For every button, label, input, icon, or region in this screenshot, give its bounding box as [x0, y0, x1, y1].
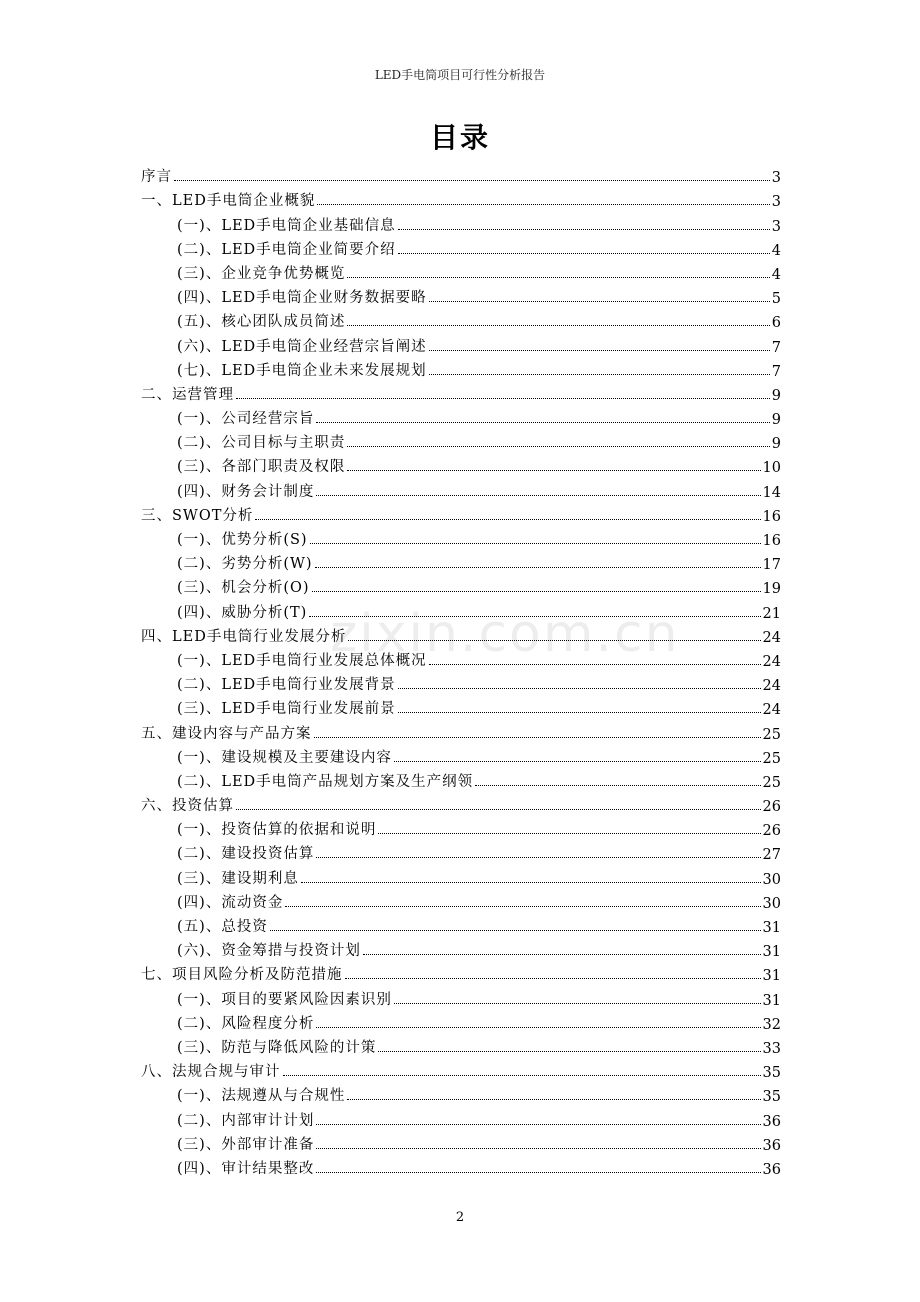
toc-leader-dots: [347, 1099, 760, 1100]
toc-entry-label: 六、投资估算: [141, 798, 234, 815]
toc-entry-page: 5: [771, 291, 781, 308]
toc-entry-label: (一)、建设规模及主要建设内容: [177, 749, 392, 766]
toc-entry-label: (一)、LED手电筒企业基础信息: [177, 217, 396, 234]
toc-entry-label: (三)、外部审计准备: [177, 1136, 315, 1153]
toc-leader-dots: [394, 1003, 761, 1004]
toc-entry[interactable]: [141, 283, 781, 307]
toc-entry-page: 17: [762, 557, 781, 574]
toc-entry-label: (五)、总投资: [177, 919, 268, 935]
toc-leader-dots: [236, 398, 770, 399]
toc-entry-label: 一、LED手电筒企业概貌: [141, 193, 316, 210]
toc-entry-page: 24: [762, 702, 781, 719]
toc-entry[interactable]: [141, 767, 781, 791]
toc-leader-dots: [398, 688, 761, 689]
toc-entry-page: 32: [762, 1016, 781, 1033]
toc-entry[interactable]: [141, 888, 781, 912]
toc-leader-dots: [285, 906, 760, 907]
toc-entry[interactable]: [141, 452, 781, 476]
toc-leader-dots: [270, 930, 761, 931]
toc-entry-label: (一)、法规遵从与合规性: [177, 1088, 346, 1105]
toc-entry-label: (四)、财务会计制度: [177, 483, 315, 500]
toc-leader-dots: [429, 350, 770, 351]
toc-leader-dots: [348, 640, 760, 641]
toc-entry-label: (三)、企业竞争优势概览: [177, 265, 346, 282]
toc-entry-page: 24: [762, 653, 781, 670]
toc-entry-page: 36: [762, 1113, 781, 1130]
toc-entry-label: (一)、项目的要紧风险因素识别: [177, 991, 392, 1008]
toc-entry[interactable]: [141, 549, 781, 573]
toc-entry[interactable]: [141, 815, 781, 839]
toc-entry[interactable]: [141, 718, 781, 742]
toc-leader-dots: [316, 422, 769, 423]
toc-entry-label: (一)、公司经营宗旨: [177, 411, 315, 428]
toc-entry-label: (四)、威胁分析(T): [177, 604, 308, 621]
toc-entry[interactable]: [141, 1105, 781, 1129]
toc-entry-page: 31: [762, 992, 781, 1009]
toc-entry-label: (三)、各部门职责及权限: [177, 459, 346, 476]
toc-leader-dots: [347, 470, 760, 471]
toc-entry[interactable]: [141, 839, 781, 863]
toc-leader-dots: [301, 882, 761, 883]
toc-entry-label: 二、运营管理: [141, 386, 234, 403]
toc-leader-dots: [429, 664, 761, 665]
toc-leader-dots: [316, 495, 760, 496]
toc-leader-dots: [378, 1051, 760, 1052]
toc-entry[interactable]: [141, 743, 781, 767]
toc-entry-label: (二)、风险程度分析: [177, 1015, 315, 1032]
toc-leader-dots: [314, 737, 761, 738]
toc-entry-label: (三)、LED手电筒行业发展前景: [177, 701, 396, 718]
toc-leader-dots: [317, 204, 769, 205]
toc-leader-dots: [429, 374, 770, 375]
toc-entry[interactable]: [141, 476, 781, 500]
toc-entry[interactable]: [141, 525, 781, 549]
toc-entry[interactable]: [141, 1081, 781, 1105]
toc-leader-dots: [316, 857, 760, 858]
toc-leader-dots: [283, 1075, 761, 1076]
toc-leader-dots: [316, 1124, 760, 1125]
toc-entry-label: (一)、优势分析(S): [177, 532, 308, 548]
toc-entry-page: 36: [762, 1137, 781, 1154]
toc-leader-dots: [236, 809, 761, 810]
toc-entry-label: (四)、审计结果整改: [177, 1160, 315, 1177]
toc-entry-label: (五)、核心团队成员简述: [177, 314, 346, 331]
toc-entry-page: 30: [762, 895, 781, 912]
toc-entry[interactable]: [141, 404, 781, 428]
toc-entry[interactable]: [141, 501, 781, 525]
toc-entry[interactable]: [141, 1009, 781, 1033]
toc-entry[interactable]: [141, 863, 781, 887]
toc-entry[interactable]: [141, 912, 781, 936]
toc-entry-page: 24: [762, 629, 781, 646]
toc-entry[interactable]: [141, 670, 781, 694]
toc-entry-page: 19: [762, 581, 781, 598]
toc-entry-page: 3: [771, 218, 781, 235]
toc-entry-page: 36: [762, 1161, 781, 1178]
toc-entry[interactable]: [141, 597, 781, 621]
toc-entry[interactable]: [141, 259, 781, 283]
toc-title: 目录: [429, 121, 490, 154]
toc-entry[interactable]: [141, 428, 781, 452]
toc-entry[interactable]: [141, 162, 781, 186]
toc-entry[interactable]: [141, 573, 781, 597]
toc-entry-label: (六)、资金筹措与投资计划: [177, 943, 361, 960]
toc-entry-label: 七、项目风险分析及防范措施: [141, 967, 343, 984]
toc-leader-dots: [316, 1027, 760, 1028]
toc-entry-page: 25: [762, 750, 781, 767]
toc-entry-page: 10: [762, 460, 781, 477]
toc-leader-dots: [398, 712, 761, 713]
toc-entry-page: 30: [762, 871, 781, 888]
toc-entry-page: 9: [771, 412, 781, 429]
toc-entry-page: 3: [771, 170, 781, 187]
toc-entry[interactable]: [141, 380, 781, 404]
toc-entry[interactable]: [141, 235, 781, 259]
toc-entry-label: (一)、投资估算的依据和说明: [177, 822, 377, 839]
toc-entry-label: 五、建设内容与产品方案: [141, 725, 312, 742]
toc-entry[interactable]: [141, 622, 781, 646]
toc-entry-label: (七)、LED手电筒企业未来发展规划: [177, 362, 427, 379]
toc-leader-dots: [475, 785, 760, 786]
toc-entry[interactable]: [141, 1154, 781, 1178]
page-number: 2: [455, 1210, 465, 1225]
toc-leader-dots: [309, 616, 760, 617]
toc-entry[interactable]: [141, 307, 781, 331]
toc-entry-page: 27: [762, 847, 781, 864]
toc-entry-label: (三)、机会分析(O): [177, 580, 310, 597]
table-of-contents: [141, 162, 781, 1178]
toc-entry-page: 16: [762, 533, 781, 549]
toc-entry-label: 序言: [141, 169, 172, 186]
toc-entry-page: 25: [762, 774, 781, 791]
toc-leader-dots: [315, 567, 761, 568]
toc-entry-label: (六)、LED手电筒企业经营宗旨阐述: [177, 338, 427, 355]
toc-leader-dots: [174, 180, 770, 181]
toc-entry-label: (二)、劣势分析(W): [177, 556, 313, 573]
toc-entry-page: 35: [762, 1089, 781, 1106]
toc-leader-dots: [398, 253, 770, 254]
toc-entry-page: 31: [762, 944, 781, 961]
toc-entry[interactable]: [141, 356, 781, 380]
toc-entry-label: (二)、LED手电筒产品规划方案及生产纲领: [177, 773, 474, 790]
toc-leader-dots: [347, 325, 769, 326]
toc-leader-dots: [255, 519, 760, 520]
toc-leader-dots: [347, 446, 769, 447]
toc-leader-dots: [312, 591, 761, 592]
running-header: LED手电筒项目可行性分析报告: [374, 68, 546, 82]
toc-entry[interactable]: [141, 1033, 781, 1057]
toc-entry[interactable]: [141, 694, 781, 718]
toc-entry-page: 31: [762, 920, 781, 936]
toc-entry-page: 4: [771, 242, 781, 259]
toc-entry[interactable]: [141, 960, 781, 984]
toc-leader-dots: [398, 229, 770, 230]
toc-leader-dots: [394, 761, 761, 762]
toc-entry-page: 14: [762, 484, 781, 501]
toc-entry-label: (四)、LED手电筒企业财务数据要略: [177, 290, 427, 307]
toc-entry-page: 33: [762, 1040, 781, 1057]
toc-entry-label: (二)、LED手电筒企业简要介绍: [177, 241, 396, 258]
toc-entry-label: 八、法规合规与审计: [141, 1064, 281, 1081]
toc-leader-dots: [316, 1148, 760, 1149]
toc-entry-page: 4: [771, 266, 781, 283]
toc-entry-label: (二)、建设投资估算: [177, 846, 315, 863]
toc-entry[interactable]: [141, 791, 781, 815]
toc-entry-label: (三)、建设期利息: [177, 870, 299, 887]
toc-entry-page: 25: [762, 726, 781, 743]
toc-entry-label: (二)、内部审计计划: [177, 1112, 315, 1129]
toc-entry-page: 35: [762, 1065, 781, 1082]
toc-leader-dots: [378, 833, 760, 834]
toc-entry-page: 24: [762, 678, 781, 695]
toc-leader-dots: [347, 277, 769, 278]
toc-leader-dots: [345, 978, 761, 979]
toc-entry-page: 26: [762, 823, 781, 840]
toc-entry-page: 9: [771, 387, 781, 404]
toc-entry-label: (二)、LED手电筒行业发展背景: [177, 677, 396, 694]
toc-entry-page: 26: [762, 799, 781, 816]
toc-entry[interactable]: [141, 1130, 781, 1154]
toc-entry-page: 21: [762, 605, 781, 622]
toc-entry-label: (二)、公司目标与主职责: [177, 435, 346, 452]
toc-entry-label: (三)、防范与降低风险的计策: [177, 1039, 377, 1056]
toc-entry[interactable]: [141, 1057, 781, 1081]
toc-entry-label: 四、LED手电筒行业发展分析: [141, 628, 347, 645]
toc-entry-page: 7: [771, 339, 781, 356]
toc-entry[interactable]: [141, 646, 781, 670]
watermark: zixin.com.cn: [330, 604, 680, 664]
toc-leader-dots: [310, 543, 761, 544]
toc-entry[interactable]: [141, 186, 781, 210]
toc-entry[interactable]: [141, 210, 781, 234]
toc-leader-dots: [429, 301, 770, 302]
toc-entry-page: 16: [762, 508, 781, 525]
toc-entry[interactable]: [141, 331, 781, 355]
toc-entry-page: 7: [771, 363, 781, 380]
toc-leader-dots: [316, 1172, 760, 1173]
toc-leader-dots: [363, 954, 761, 955]
toc-entry-label: (四)、流动资金: [177, 894, 284, 911]
toc-entry-page: 3: [771, 194, 781, 211]
toc-entry-page: 9: [771, 436, 781, 453]
toc-entry-page: 31: [762, 968, 781, 985]
toc-entry[interactable]: [141, 984, 781, 1008]
toc-entry-page: 6: [771, 315, 781, 332]
toc-entry-label: (一)、LED手电筒行业发展总体概况: [177, 652, 427, 669]
toc-entry[interactable]: [141, 936, 781, 960]
toc-entry-label: 三、SWOT分析: [141, 507, 254, 524]
